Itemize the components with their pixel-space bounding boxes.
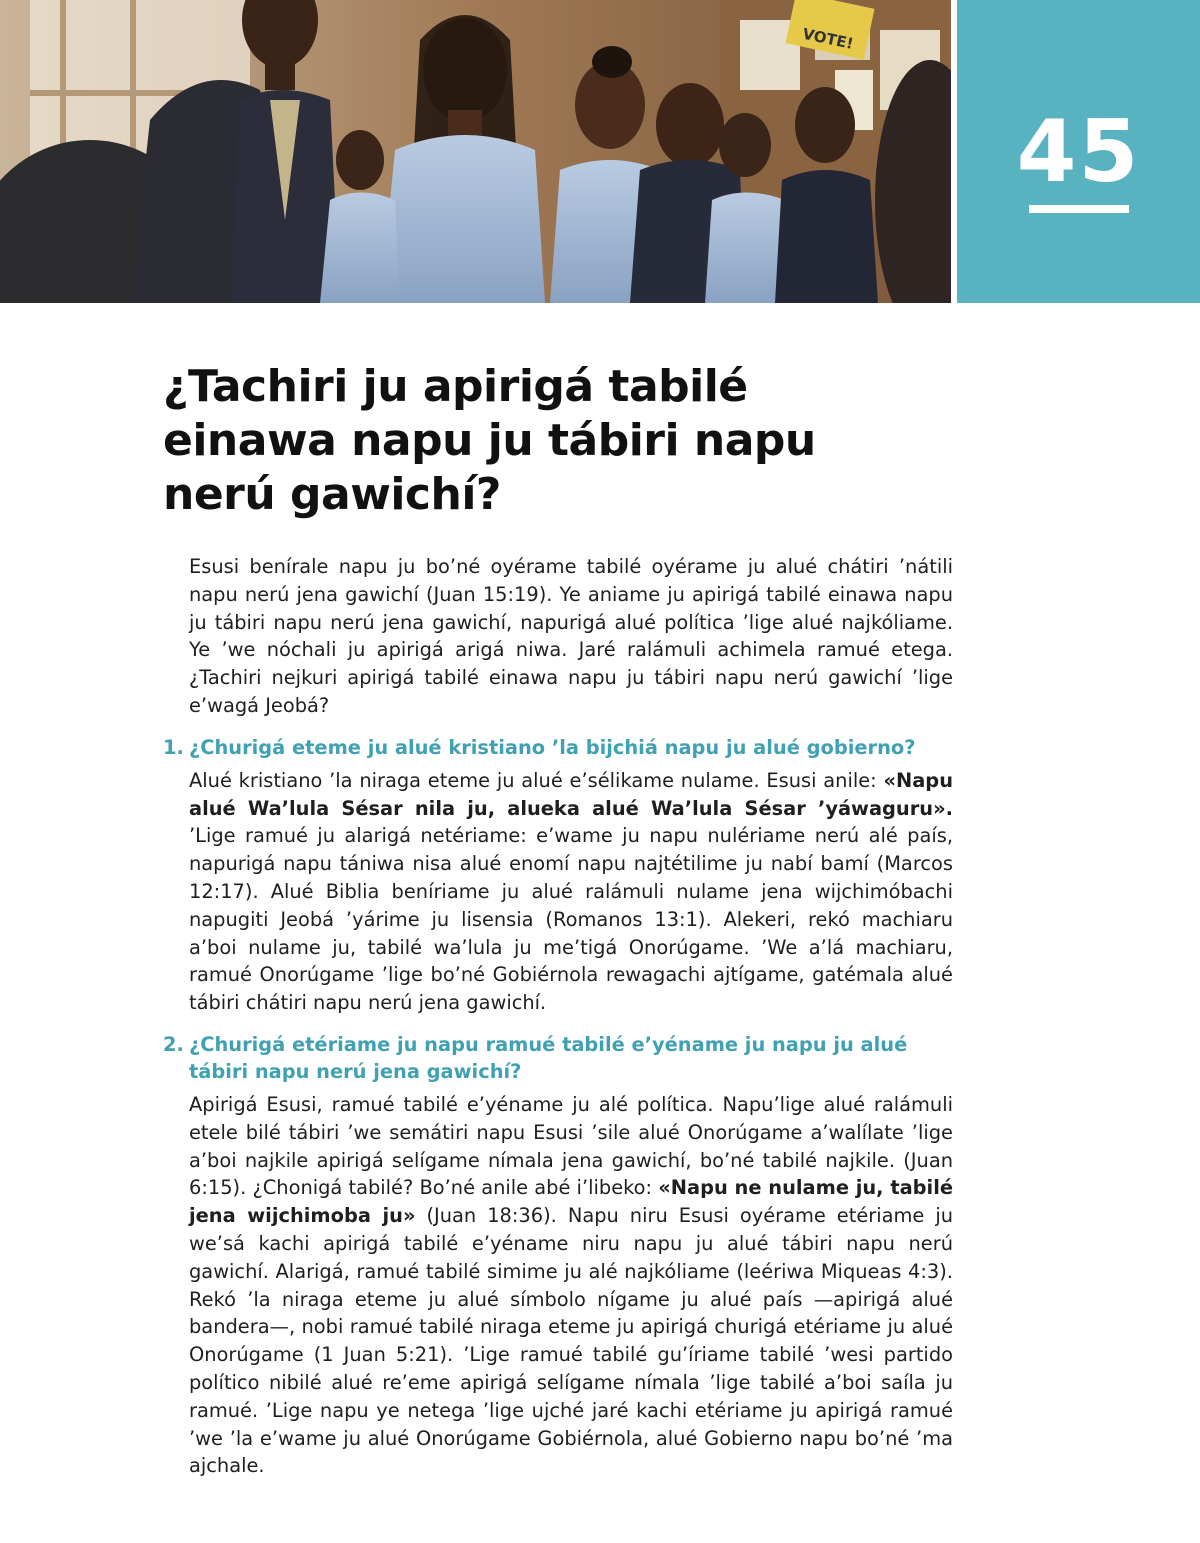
answer-paragraph-1 [189,767,953,1017]
classroom-photo-illustration [0,0,951,303]
answer-paragraph-2 [189,1091,953,1480]
chapter-underline [1029,205,1129,213]
question-1 [163,734,953,761]
answer-text: ’Lige ramué ju alarigá netériame: e’wame ju napu nulériame nerú alé país, napurigá napu tániwa nisa alué enomí napu najtétilime ju nabí bamí (Marcos 12:17). Alué Biblia beníriame ju alué ralámuli nulame jena wijchimóbachi napugiti Jeobá ’yárime ju lisensia (Romanos 13:1). Alekeri, rekó machiaru a’boi nulame ju, tabilé wa’lula ju me’tigá Onorúgame. ’We a’lá machiaru, ramué Onorúgame ’lige bo’né Gobiérnola rewagachi ajtígame, gatémala alué tábiri chátiri napu nerú jena gawichí. [189,824,953,1015]
bold-quote: «Napu alué Wa’lula Sésar nila ju, alueka alué Wa’lula Sésar ’yáwaguru». [189,768,953,820]
question-number: 1. [163,735,184,759]
chapter-number-box [957,0,1200,303]
page-title: ¿Tachiri ju apirigá tabilé einawa napu ju tábiri napu nerú gawichí? [163,361,816,520]
intro-paragraph: Esusi benírale napu ju bo’né oyérame tabilé oyérame ju alué chátiri ’nátili napu nerú jena gawichí (Juan 15:19). Ye aniame ju apirigá tabilé einawa napu ju tábiri napu nerú jena gawichí, napurigá alué política ’lige alué najkóliame. Ye ’we nóchali ju apirigá arigá niwa. Jaré ralámuli achimela ramué etega. ¿Tachiri nejkuri apirigá tabilé einawa napu ju tábiri napu nerú gawichí ’lige e’wagá Jeobá? [189,555,953,717]
answer-text: (Juan 18:36). Napu niru Esusi oyérame etériame ju we’sá kachi apirigá tabilé e’yéname niru napu ju alué tábiri napu nerú gawichí. Alarigá, ramué tabilé simime ju alé najkóliame (leériwa Miqueas 4:3). Rekó ’la niraga eteme ju alué símbolo nígame ju alué país —apirigá alué bandera—, nobi ramué tabilé niraga eteme ju apirigá churigá etériame ju alué Onorúgame (1 Juan 5:21). ’Lige ramué tabilé gu’íriame tabilé ’wesi partido político nibilé alué re’eme apirigá selígame nímala ’lige tabilé a’boi saíla ju ramué. ’Lige napu ye netega ’lige ujché jaré kachi etériame ju apirigá ramué ’we ’la e’wame ju alué Onorúgame Gobiérnola, alué Gobierno napu bo’né ’ma ajchale. [189,1204,953,1478]
answer-text: Apirigá Esusi, ramué tabilé e’yéname ju alé política. Napu’lige alué ralámuli etele bilé tábiri ’we semátiri napu Esusi ’sile alué Onorúgame a’walílate ’lige a’boi najkile apirigá selígame nímala jena gawichí, bo’né tabilé najkile. (Juan 6:15). ¿Chonigá tabilé? Bo’né anile abé i’libeko: [189,1092,953,1200]
svg-text:VOTE!: VOTE! [800,24,856,54]
question-text: ¿Churigá eteme ju alué kristiano ’la bijchiá napu ju alué gobierno? [189,735,916,759]
question-text: ¿Churigá etériame ju napu ramué tabilé e’yéname ju napu ju alué tábiri napu nerú jena gawichí? [189,1032,908,1083]
bold-quote: «Napu ne nulame ju, tabilé jena wijchimoba ju» [189,1176,953,1228]
question-2 [163,1031,953,1085]
question-number: 2. [163,1032,184,1056]
article-body [163,553,953,1480]
chapter-number: 45 [1016,102,1141,202]
answer-text: Alué kristiano ’la niraga eteme ju alué e’sélikame nulame. Esusi anile: [189,768,884,792]
header-photo [0,0,951,303]
